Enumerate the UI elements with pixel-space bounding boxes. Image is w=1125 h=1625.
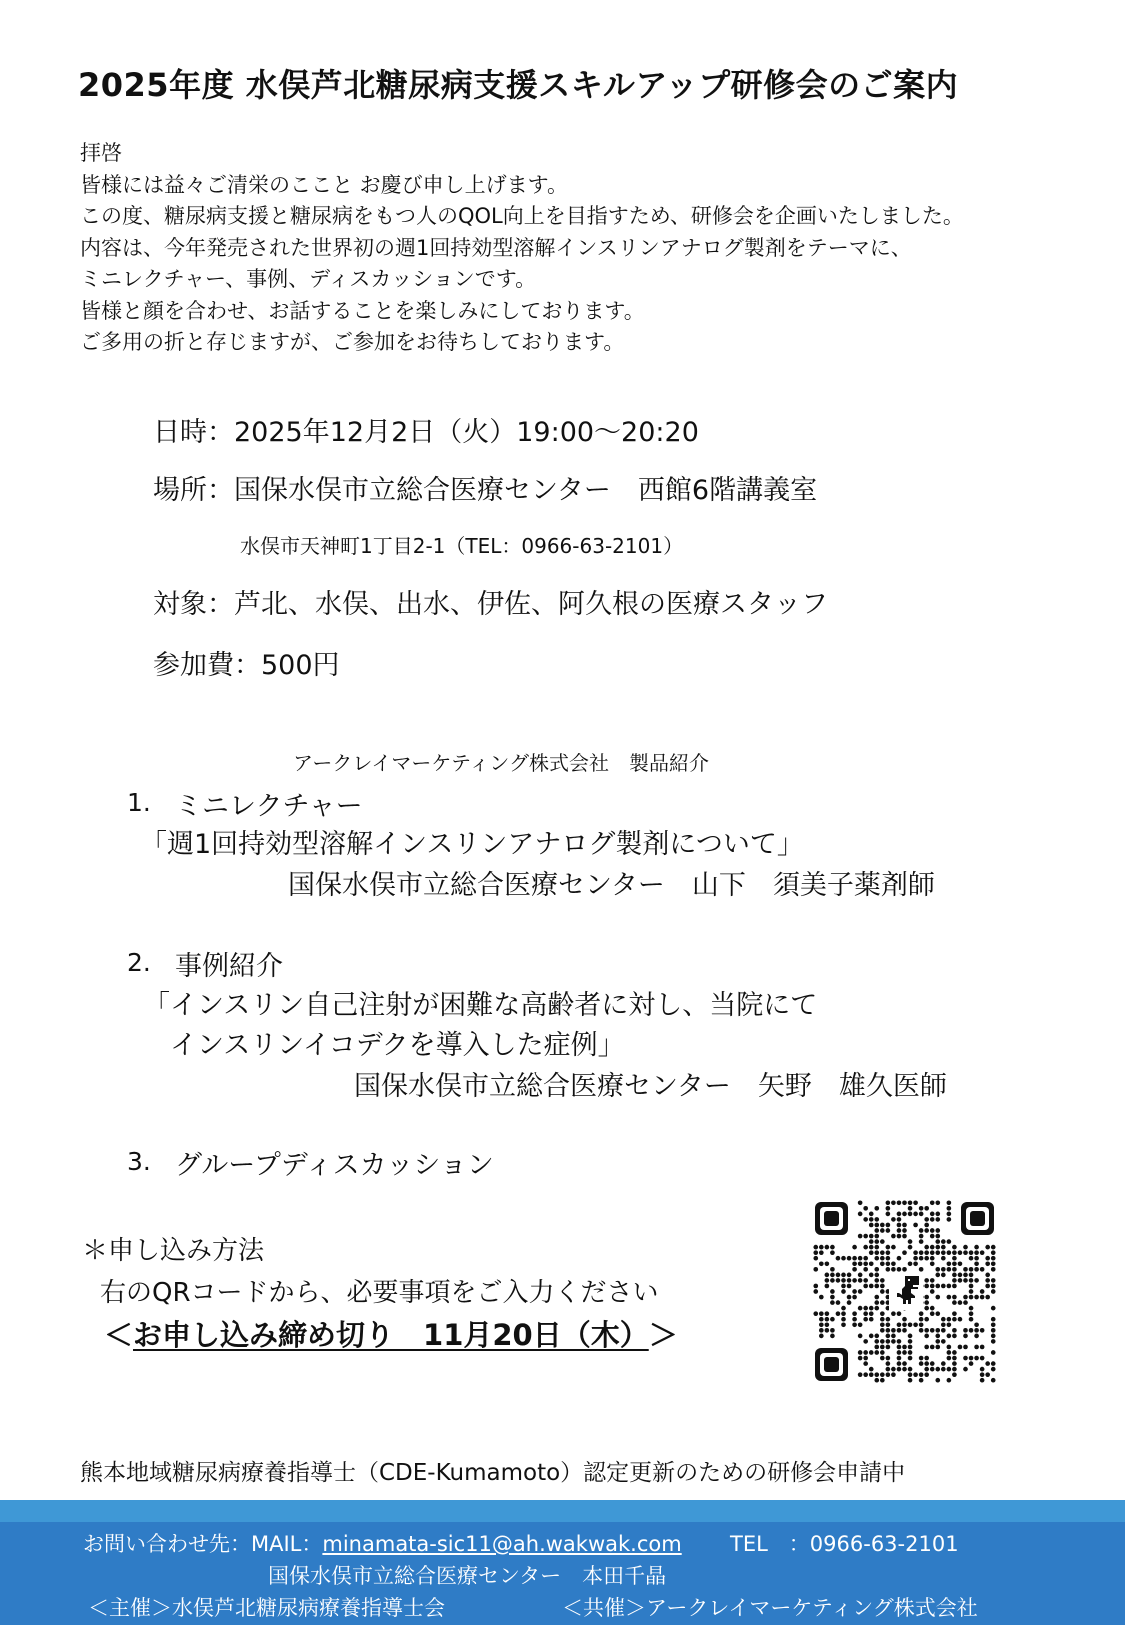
- contact-tel: TEL ：0966-63-2101: [730, 1532, 959, 1556]
- program-speaker: 国保水俣市立総合医療センター 矢野 雄久医師: [354, 1071, 947, 1102]
- qr-code[interactable]: [813, 1200, 996, 1383]
- letter-line: この度、糖尿病支援と糖尿病をもつ人のQOL向上を目指すため、研修会を企画いたしました。: [80, 204, 964, 228]
- contact-person: 国保水俣市立総合医療センター 本田千晶: [268, 1564, 667, 1588]
- program-subtitle: インスリンイコデクを導入した症例」: [170, 1030, 625, 1061]
- sponsor-intro: アークレイマーケティング株式会社 製品紹介: [293, 751, 709, 775]
- letter-line: ミニレクチャー、事例、ディスカッションです。: [80, 267, 537, 291]
- place-label: 場所：: [153, 475, 234, 506]
- program-number: 3.: [127, 1147, 151, 1176]
- target-label: 対象：: [153, 589, 234, 620]
- application-instruction: 右のQRコードから、必要事項をご入力ください: [100, 1278, 659, 1308]
- place-value: 国保水俣市立総合医療センター 西館6階講義室: [234, 475, 818, 506]
- letter-line: 拝啓: [80, 141, 122, 165]
- program-number: 1.: [127, 788, 151, 817]
- letter-line: 内容は、今年発売された世界初の週1回持効型溶解インスリンアナログ製剤をテーマに、: [80, 235, 912, 260]
- program-title: グループディスカッション: [175, 1150, 494, 1181]
- letter-line: 皆様には益々ご清栄のここと お慶び申し上げます。: [80, 172, 568, 197]
- deadline-close-bracket: ＞: [648, 1318, 678, 1352]
- fee-label: 参加費：: [153, 650, 261, 681]
- program-subtitle: 「インスリン自己注射が困難な高齢者に対し、当院にて: [143, 990, 818, 1021]
- co-organizer: ＜共催＞アークレイマーケティング株式会社: [562, 1596, 978, 1620]
- greeting-letter: [80, 138, 964, 359]
- dinosaur-icon: [889, 1272, 923, 1310]
- date-label: 日時：: [153, 417, 234, 448]
- qr-finder-top-right: [961, 1202, 994, 1235]
- target-row: [153, 582, 828, 621]
- page-title: 2025年度 水俣芦北糖尿病支援スキルアップ研修会のご案内: [78, 66, 959, 104]
- date-value: 2025年12月2日（火）19:00～20:20: [234, 417, 699, 448]
- date-row: [153, 410, 699, 449]
- contact-footer: [0, 1500, 1125, 1625]
- program-subtitle: 「週1回持効型溶解インスリンアナログ製剤について」: [140, 829, 804, 860]
- letter-line: 皆様と顔を合わせ、お話することを楽しみにしております。: [80, 298, 645, 323]
- letter-line: ご多用の折と存じますが、ご参加をお待ちしております。: [80, 330, 625, 354]
- address: 水俣市天神町1丁目2-1（TEL：0966-63-2101）: [240, 534, 684, 558]
- application-deadline: [104, 1313, 678, 1354]
- qr-finder-bottom-left: [815, 1348, 848, 1381]
- application-heading: ＊申し込み方法: [82, 1236, 265, 1266]
- email-link[interactable]: minamata-sic11@ah.wakwak.com: [322, 1532, 682, 1556]
- deadline-text: お申し込み締め切り 11月20日（木）: [133, 1318, 649, 1352]
- certification-note: 熊本地域糖尿病療養指導士（CDE-Kumamoto）認定更新のための研修会申請中: [80, 1460, 906, 1486]
- place-row: [153, 468, 817, 507]
- organizer: ＜主催＞水俣芦北糖尿病療養指導士会: [88, 1596, 445, 1620]
- program-number: 2.: [127, 948, 151, 977]
- contact-row: [83, 1528, 682, 1558]
- program-title: 事例紹介: [175, 951, 283, 982]
- target-value: 芦北、水俣、出水、伊佐、阿久根の医療スタッフ: [234, 589, 828, 620]
- contact-label: お問い合わせ先：MAIL：: [83, 1532, 323, 1556]
- program-title: ミニレクチャー: [175, 791, 363, 822]
- program-speaker: 国保水俣市立総合医療センター 山下 須美子薬剤師: [288, 870, 935, 901]
- qr-finder-top-left: [815, 1202, 848, 1235]
- fee-value: 500円: [261, 650, 340, 681]
- deadline-open-bracket: ＜: [104, 1318, 134, 1352]
- fee-row: [153, 643, 340, 682]
